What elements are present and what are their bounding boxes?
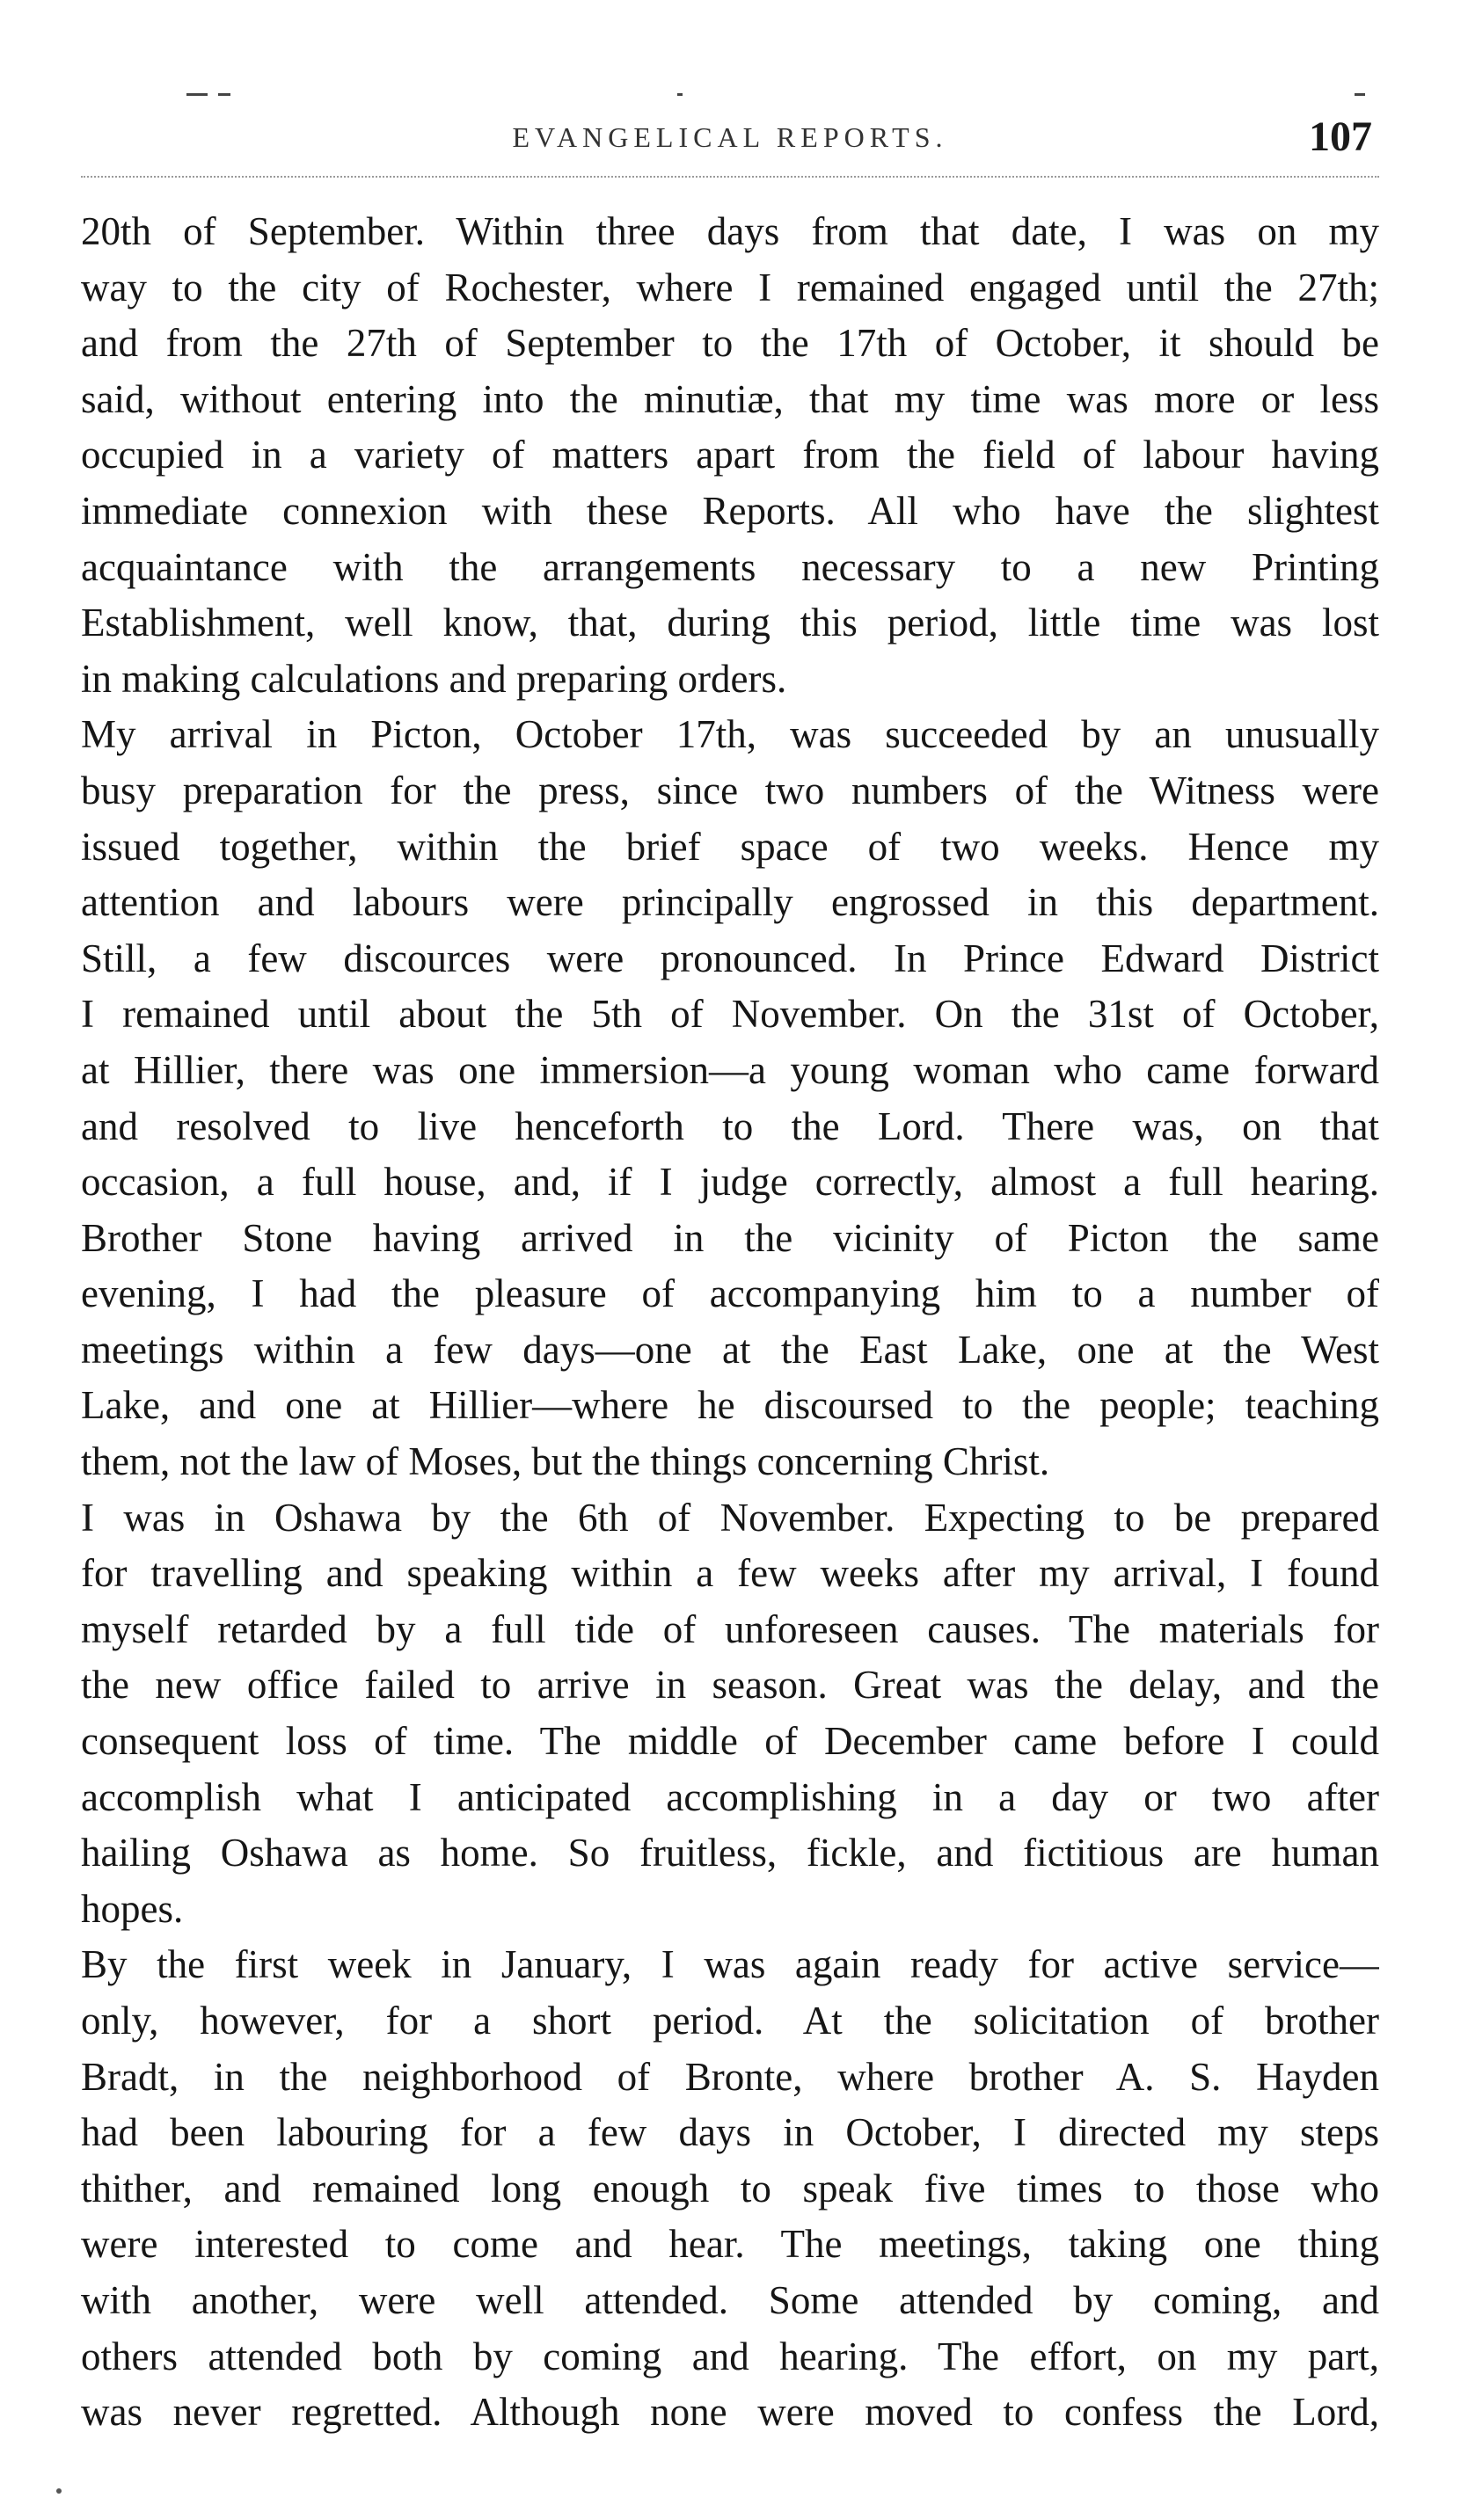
header-rule xyxy=(81,176,1379,178)
text-line: occasion, a full house, and, if I judge correctly, almost a full hearing. xyxy=(81,1160,1379,1205)
text-line: busy preparation for the press, since two numbers of the Witness were xyxy=(81,768,1379,812)
text-line: issued together, within the brief space of two weeks. Hence my xyxy=(81,824,1379,869)
text-line: Bradt, in the neighborhood of Bronte, where brother A. S. Hayden xyxy=(81,2054,1379,2099)
text-line: I was in Oshawa by the 6th of November. Expecting to be prepared xyxy=(81,1495,1379,1540)
text-line: I remained until about the 5th of November. On the 31st of October, xyxy=(81,992,1379,1037)
text-line: thither, and remained long enough to speak five times to those who xyxy=(81,2166,1379,2210)
text-line: and resolved to live henceforth to the Lord. There was, on that xyxy=(81,1103,1379,1148)
text-line: Lake, and one at Hillier—where he discoursed to the people; teaching xyxy=(81,1383,1379,1428)
text-line: attention and labours were principally engrossed in this department. xyxy=(81,880,1379,925)
body-text xyxy=(81,204,1379,2441)
text-line: Brother Stone having arrived in the vicinity of Picton the same xyxy=(81,1215,1379,1260)
text-line: My arrival in Picton, October 17th, was succeeded by an unusually xyxy=(81,712,1379,757)
top-margin-marks xyxy=(185,86,1381,104)
text-line: By the first week in January, I was again ready for active service— xyxy=(81,1942,1379,1987)
text-line: Still, a few discources were pronounced. In Prince Edward District xyxy=(81,936,1379,980)
text-line: was never regretted. Although none were moved to confess the Lord, xyxy=(81,2390,1379,2435)
text-line: for travelling and speaking within a few weeks after my arrival, I found xyxy=(81,1551,1379,1596)
text-line: were interested to come and hear. The meetings, taking one thing xyxy=(81,2222,1379,2267)
text-line: had been labouring for a few days in October, I directed my steps xyxy=(81,2110,1379,2155)
text-line: myself retarded by a full tide of unforeseen causes. The materials for xyxy=(81,1606,1379,1651)
text-line: them, not the law of Moses, but the things concerning Christ. xyxy=(81,1439,1050,1484)
text-line: the new office failed to arrive in season. Great was the delay, and the xyxy=(81,1663,1379,1708)
text-line: way to the city of Rochester, where I remained engaged until the 27th; xyxy=(81,265,1379,310)
text-line: accomplish what I anticipated accomplishing in a day or two after xyxy=(81,1774,1379,1819)
text-line: immediate connexion with these Reports. All who have the slightest xyxy=(81,488,1379,533)
running-head: EVANGELICAL REPORTS. xyxy=(512,121,948,153)
text-line: others attended both by coming and hearing. The effort, on my part, xyxy=(81,2334,1379,2378)
text-line: Establishment, well know, that, during this period, little time was lost xyxy=(81,601,1379,645)
text-line: acquaintance with the arrangements necessary to a new Printing xyxy=(81,544,1379,589)
text-line: 20th of September. Within three days from that date, I was on my xyxy=(81,209,1379,253)
text-line: only, however, for a short period. At the solicitation of brother xyxy=(81,1999,1379,2043)
text-line: hopes. xyxy=(81,1886,184,1931)
text-line: meetings within a few days—one at the East Lake, one at the West xyxy=(81,1327,1379,1372)
text-line: at Hillier, there was one immersion—a young woman who came forward xyxy=(81,1047,1379,1092)
text-line: and from the 27th of September to the 17th of October, it should be xyxy=(81,321,1379,366)
text-line: consequent loss of time. The middle of December came before I could xyxy=(81,1719,1379,1764)
text-line: with another, were well attended. Some attended by coming, and xyxy=(81,2277,1379,2322)
text-line: occupied in a variety of matters apart from the field of labour having xyxy=(81,433,1379,477)
page-number: 107 xyxy=(1309,113,1372,160)
text-line: in making calculations and preparing orders. xyxy=(81,656,787,701)
text-line: said, without entering into the minutiæ, that my time was more or less xyxy=(81,376,1379,421)
text-line: hailing Oshawa as home. So fruitless, fickle, and fictitious are human xyxy=(81,1831,1379,1875)
margin-speck xyxy=(56,2488,62,2494)
page-header xyxy=(79,109,1381,171)
text-line: evening, I had the pleasure of accompanying him to a number of xyxy=(81,1271,1379,1316)
